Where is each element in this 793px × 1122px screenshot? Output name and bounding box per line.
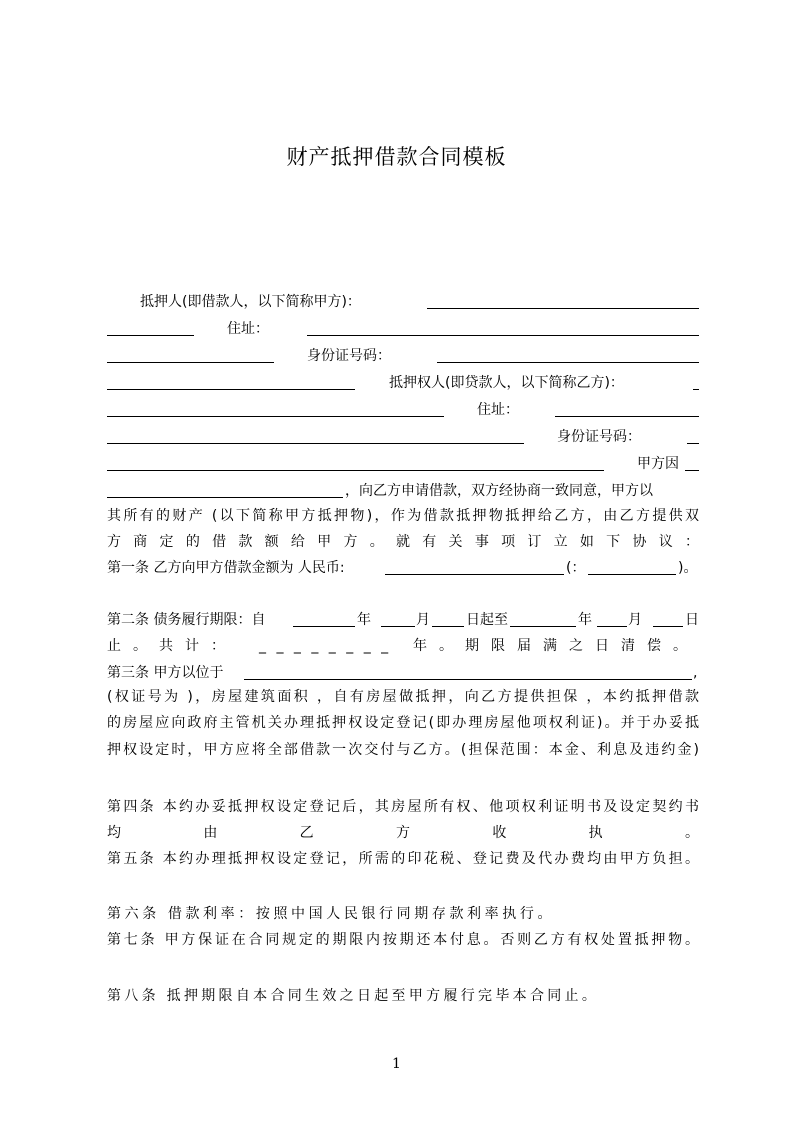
article-1-text: 第一条 乙方向甲方借款金额为 人民币: (107, 560, 345, 576)
intro-line-1-tail: ，向乙方申请借款，双方经协商一致同意，甲方以 (345, 483, 653, 499)
article-1-paren-close: )。 (678, 560, 698, 576)
article-5: 第五条 本约办理抵押权设定登记，所需的印花税、登记费及代办费均由甲方负担。 (107, 851, 699, 867)
intro-line-2: 其所有的财产 (以下简称甲方抵押物)，作为借款抵押物抵押给乙方，由乙方提供双 (107, 508, 699, 524)
start-month-blank (381, 608, 415, 627)
party-b-address-line (107, 398, 699, 422)
article-4-line-1: 第四条 本约办妥抵押权设定登记后，其房屋所有权、他项权利证明书及设定契约书 (107, 799, 699, 815)
article-2-line-1 (107, 608, 699, 632)
loan-amount-blank (385, 556, 564, 575)
party-b-name-blank-cont (107, 398, 444, 417)
party-a-id-line (107, 344, 699, 368)
document-title: 财产抵押借款合同模板 (286, 145, 507, 169)
party-b-address-blank-cont (107, 425, 524, 444)
end-month-blank (597, 608, 627, 627)
intro-line-1 (107, 479, 699, 503)
end-day-blank (653, 608, 683, 627)
article-2-line-2 (107, 634, 699, 658)
party-a-name-blank (427, 290, 699, 309)
start-year-blank (293, 608, 355, 627)
article-3-prefix-tail: , (693, 665, 698, 681)
party-b-label: 抵押权人(即贷款人，以下简称乙方)： (389, 375, 624, 391)
article-7: 第七条 甲方保证在合同规定的期限内按期还本付息。否则乙方有权处置抵押物。 (107, 932, 699, 948)
party-b-id-label: 身份证号码： (557, 429, 641, 445)
loan-amount-uppercase-blank (588, 556, 676, 575)
intro-reason-label: 甲方因 (637, 456, 679, 472)
article-2-year-1: 年 (357, 612, 371, 628)
article-4-line-2: 均由乙方收执。 (107, 825, 699, 841)
start-day-blank (432, 608, 464, 627)
intro-line-3: 方商定的借款额给甲方。就有关事项订立如下协议： (107, 534, 699, 550)
article-2-term-blanks: _ _ _ _ _ _ _ _ (259, 638, 392, 654)
party-a-id-blank-cont (107, 371, 355, 390)
article-2-month-2: 月 (628, 612, 642, 628)
article-2-month-1: 月 (416, 612, 430, 628)
party-b-id-line (107, 425, 699, 449)
party-a-line (107, 290, 699, 314)
party-b-address-label: 住址： (477, 402, 519, 418)
party-a-address-label: 住址： (227, 321, 269, 337)
article-6: 第六条 借款利率：按照中国人民银行同期存款利率执行。 (107, 906, 556, 922)
party-a-id-blank (437, 344, 699, 363)
article-3-line-1 (107, 661, 699, 685)
article-2-line-2-b: 年。期限届满之日清偿。 (413, 638, 699, 654)
article-2-year-2: 年 (578, 612, 592, 628)
party-a-address-blank (307, 317, 699, 336)
intro-reason-blank (685, 452, 699, 471)
article-8: 第八条 抵押期限自本合同生效之日起至甲方履行完毕本合同止。 (107, 988, 600, 1004)
article-2-prefix: 第二条 债务履行期限：自 (107, 612, 266, 628)
party-a-label: 抵押人(即借款人，以下简称甲方)： (140, 294, 361, 310)
article-1-paren-open: (： (566, 560, 586, 576)
article-3-line-3: 的房屋应向政府主管机关办理抵押权设定登记(即办理房屋他项权利证)。并于办妥抵 (107, 715, 699, 731)
party-b-id-blank-cont (107, 452, 604, 471)
article-2-day-end: 日 (685, 612, 699, 628)
intro-reason-line (107, 452, 699, 476)
end-year-blank (510, 608, 576, 627)
party-b-name-blank (693, 371, 699, 390)
party-b-line (107, 371, 699, 395)
article-3-line-4: 押权设定时，甲方应将全部借款一次交付与乙方。(担保范围：本金、利息及违约金) (107, 742, 699, 758)
article-2-day-to: 日起至 (466, 612, 508, 628)
party-a-address-blank-cont (107, 344, 274, 363)
article-3-line-2: (权证号为 )，房屋建筑面积 ，自有房屋做抵押，向乙方提供担保 ，本约抵押借款 (107, 689, 699, 705)
page-number: 1 (392, 1056, 401, 1072)
party-a-address-line (107, 317, 699, 341)
article-1 (107, 556, 699, 580)
party-b-id-blank (687, 425, 699, 444)
party-a-name-blank-cont (107, 317, 194, 336)
party-b-address-blank (555, 398, 699, 417)
article-3-prefix: 第三条 甲方以位于 (107, 665, 224, 681)
party-a-id-label: 身份证号码： (307, 348, 391, 364)
article-2-line-2-a: 止。共计： (107, 638, 237, 654)
property-location-blank (244, 661, 692, 680)
intro-reason-blank-cont (107, 479, 343, 498)
